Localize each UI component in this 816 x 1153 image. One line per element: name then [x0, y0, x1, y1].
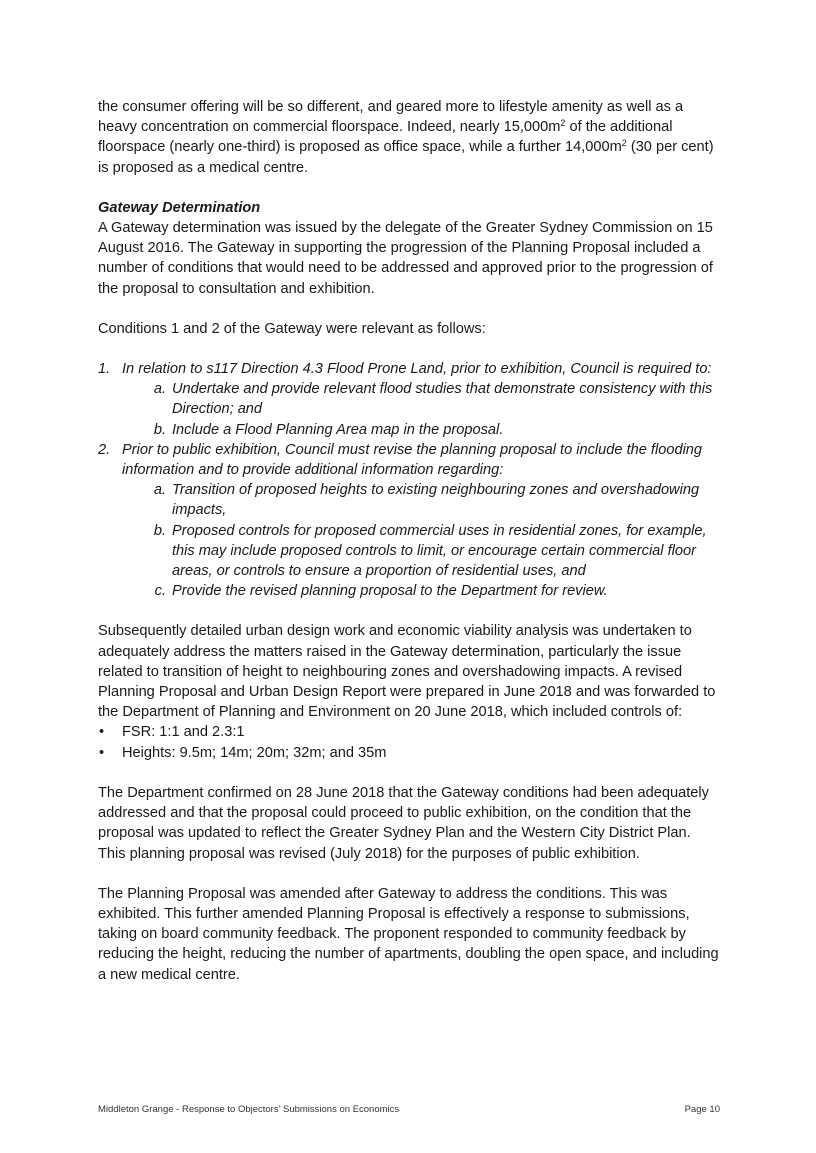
intro-paragraph: the consumer offering will be so different, and geared more to lifestyle amenity as well as a heavy concentration on commercial floorspace. Indeed, nearly $15,000m^2$ of the additional floorspace (nearly one-third) is proposed as office space, while a further $14,000m^2$ (30 per cent) is proposed as a medical centre. — [98, 99, 714, 176]
subcondition-text: Include a Flood Planning Area map in the proposal. — [172, 421, 504, 438]
condition-text: In relation to s117 Direction 4.3 Flood Prone Land, prior to exhibition, Council is required to: — [122, 361, 712, 378]
bullet-text: Heights: 9.5m; 14m; 20m; 32m; and 35m — [122, 744, 387, 761]
subcondition-item — [122, 521, 720, 582]
condition-text: Prior to public exhibition, Council must revise the planning proposal to include the flooding information and to provide additional information regarding: — [122, 441, 703, 479]
subcondition-text: Provide the revised planning proposal to the Department for review. — [172, 583, 608, 600]
amended-paragraph: The Planning Proposal was amended after Gateway to address the conditions. This was exhibited. This further amended Planning Proposal is effectively a response to submissions, taking on board community feedback. The proponent responded to community feedback by reducing the height, reducing the number of apartments, doubling the open space, and including a new medical centre. — [98, 885, 719, 983]
bullet-icon: • — [99, 744, 105, 761]
subcondition-list — [122, 480, 720, 601]
subcondition-item — [122, 480, 720, 520]
conditions-list — [98, 359, 720, 601]
bullet-item — [98, 722, 720, 742]
controls-list — [98, 722, 720, 762]
subcondition-letter: c. — [154, 583, 166, 600]
subcondition-text: Transition of proposed heights to existing neighbouring zones and overshadowing impacts, — [172, 482, 700, 519]
subcondition-letter: a. — [153, 381, 166, 398]
page-number: Page 10 — [684, 1104, 720, 1115]
subcondition-item — [122, 379, 720, 419]
document-body — [98, 97, 720, 985]
subcondition-text: Proposed controls for proposed commercial uses in residential zones, for example, this may include proposed controls to limit, or encourage certain commercial floor areas, or controls to ensure a proportion of residential uses, and — [172, 522, 707, 580]
bullet-text: FSR: 1:1 and 2.3:1 — [122, 724, 245, 741]
superscript-2: 2 — [621, 138, 627, 149]
condition-number: 1. — [98, 361, 111, 378]
bullet-item — [98, 743, 720, 763]
footer-title: Middleton Grange - Response to Objectors’ Submissions on Economics — [98, 1104, 400, 1115]
subcondition-letter: b. — [153, 522, 166, 539]
condition-item — [98, 440, 720, 602]
subcondition-letter: a. — [153, 482, 166, 499]
gateway-paragraph: A Gateway determination was issued by the delegate of the Greater Sydney Commission on 15 August 2016. The Gateway in supporting the progression of the Planning Proposal included a number of conditions that would need to be addressed and approved prior to the progression of the proposal to consultation and exhibition. — [98, 220, 713, 297]
department-paragraph: The Department confirmed on 28 June 2018 that the Gateway conditions had been adequately addressed and that the proposal could proceed to public exhibition, on the condition that the proposal was updated to reflect the Greater Sydney Plan and the Western City District Plan. This planning proposal was revised (July 2018) for the purposes of public exhibition. — [98, 784, 709, 862]
bullet-icon: • — [99, 724, 105, 741]
section-heading: Gateway Determination — [98, 199, 261, 216]
condition-number: 2. — [98, 441, 111, 458]
page-footer — [98, 1104, 720, 1115]
conditions-intro: Conditions 1 and 2 of the Gateway were relevant as follows: — [98, 320, 486, 337]
subcondition-list — [122, 379, 720, 440]
subcondition-letter: b. — [153, 421, 166, 438]
subcondition-text: Undertake and provide relevant flood studies that demonstrate consistency with this Direction; and — [172, 381, 713, 418]
condition-item — [98, 359, 720, 440]
subcondition-item — [122, 420, 720, 440]
subcondition-item — [122, 581, 720, 601]
superscript-2: 2 — [560, 118, 566, 129]
subsequent-paragraph: Subsequently detailed urban design work and economic viability analysis was undertaken to adequately address the matters raised in the Gateway determination, particularly the issue related to transition of height to neighbouring zones and overshadowing impacts. A revised Planning Proposal and Urban Design Report were prepared in June 2018 and was forwarded to the Department of Planning and Environment on 20 June 2018, which included controls of: — [98, 623, 716, 721]
